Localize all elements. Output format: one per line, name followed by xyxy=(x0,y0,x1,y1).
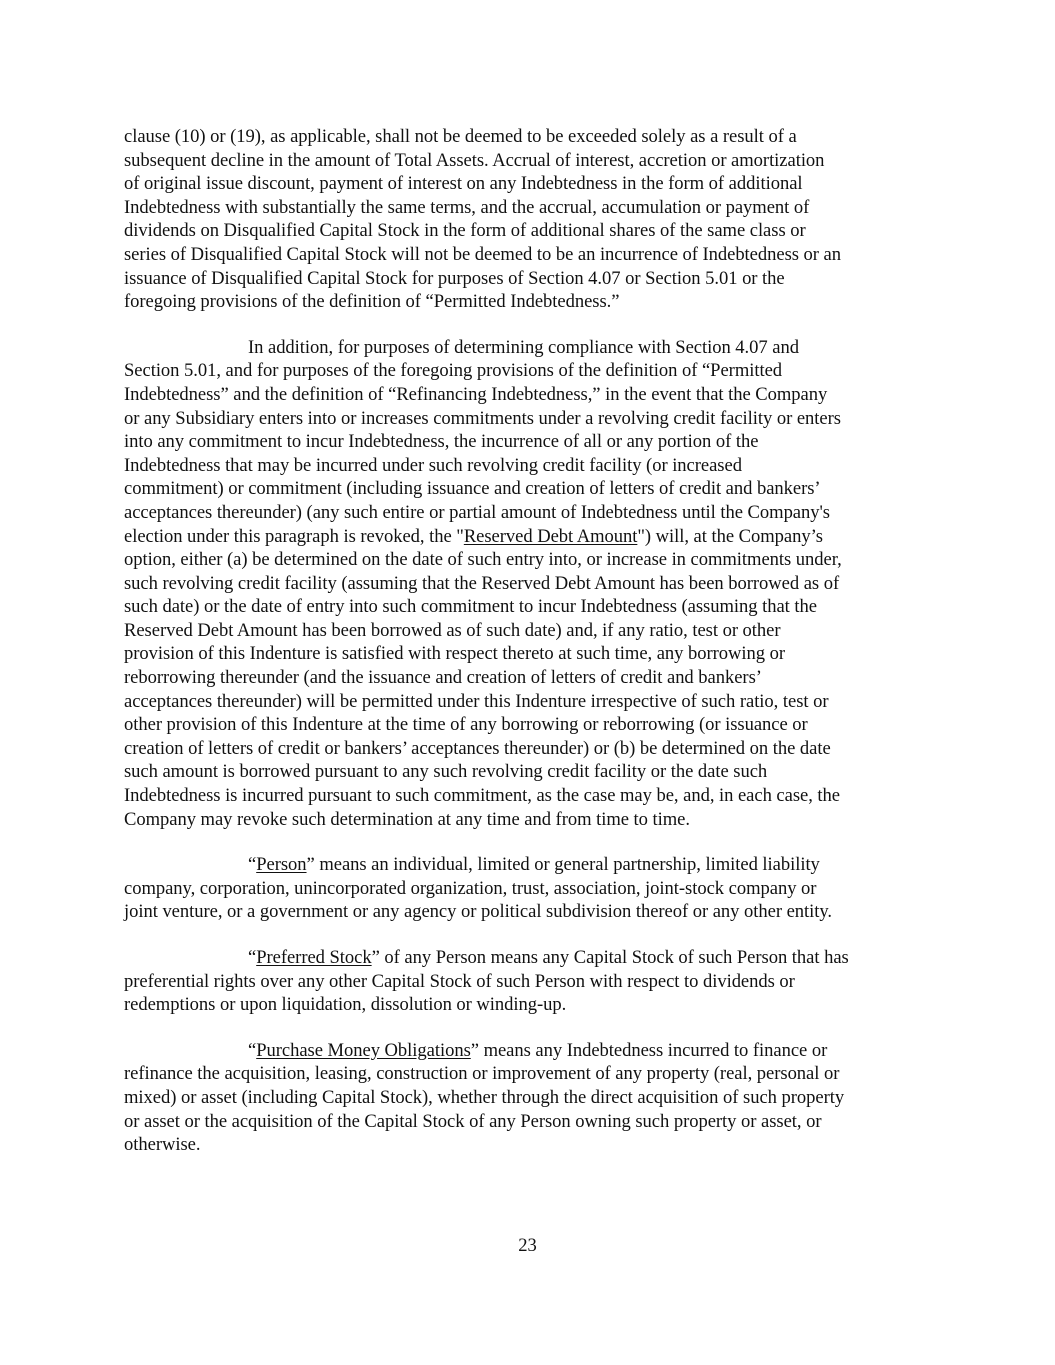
text-line: such amount is borrowed pursuant to any such revolving credit facility or the date such xyxy=(124,761,768,783)
text-line: of original issue discount, payment of interest on any Indebtedness in the form of additional xyxy=(124,173,803,195)
text-line: dividends on Disqualified Capital Stock in the form of additional shares of the same class or xyxy=(124,220,806,242)
text-line: provision of this Indenture is satisfied with respect thereto at such time, any borrowing or xyxy=(124,643,786,665)
text-line: such revolving credit facility (assuming that the Reserved Debt Amount has been borrowed as of xyxy=(124,572,840,594)
text-line: mixed) or asset (including Capital Stock), whether through the direct acquisition of such property xyxy=(124,1086,845,1108)
text-line: reborrowing thereunder (and the issuance and creation of letters of credit and bankers’ xyxy=(124,667,762,689)
text-line: Indebtedness with substantially the same terms, and the accrual, accumulation or payment of xyxy=(124,196,810,218)
text-line: refinance the acquisition, leasing, construction or improvement of any property (real, personal or xyxy=(124,1063,840,1085)
text-line: into any commitment to incur Indebtedness, the incurrence of all or any portion of the xyxy=(124,431,759,453)
text-line: commitment) or commitment (including issuance and creation of letters of credit and bankers’ xyxy=(124,478,821,500)
defined-term-person: Person xyxy=(256,854,307,876)
text-line: clause (10) or (19), as applicable, shall not be deemed to be exceeded solely as a result of a xyxy=(124,126,797,147)
text-line: Indebtedness is incurred pursuant to such commitment, as the case may be, and, in each case, the xyxy=(124,785,840,807)
defined-term-preferred-stock: Preferred Stock xyxy=(256,947,372,968)
text-line: Section 5.01, and for purposes of the foregoing provisions of the definition of “Permitted xyxy=(124,360,783,382)
text-line: subsequent decline in the amount of Total Assets. Accrual of interest, accretion or amortization xyxy=(124,149,825,171)
text-line: creation of letters of credit or bankers’ acceptances thereunder) or (b) be determined on the date xyxy=(124,737,831,759)
text-line: other provision of this Indenture at the time of any borrowing or reborrowing (or issuance or xyxy=(124,714,808,736)
text-line: Indebtedness that may be incurred under such revolving credit facility (or increased xyxy=(124,454,742,476)
paragraph-reserved-debt-amount xyxy=(124,336,934,831)
text-line: company, corporation, unincorporated organization, trust, association, joint-stock company or xyxy=(124,877,817,899)
text-line: acceptances thereunder) will be permitted under this Indenture irrespective of such ratio, test or xyxy=(124,690,829,712)
text-line: acceptances thereunder) (any such entire or partial amount of Indebtedness until the Company's xyxy=(124,501,830,523)
paragraph-definition-purchase-money-obligations xyxy=(124,1039,934,1157)
page-number: 23 xyxy=(518,1235,537,1256)
text-segment: ” of any Person means any Capital Stock of such Person that has xyxy=(371,947,849,968)
text-segment: election under this paragraph is revoked, the " xyxy=(124,525,464,547)
text-line: joint venture, or a government or any agency or political subdivision thereof or any other entity. xyxy=(124,901,833,923)
paragraph-clause-continuation xyxy=(124,125,934,314)
text-segment: ” means an individual, limited or general partnership, limited liability xyxy=(306,854,820,876)
document-page xyxy=(124,125,934,1179)
text-line xyxy=(124,946,934,970)
text-line: or any Subsidiary enters into or increases commitments under a revolving credit facility or enters xyxy=(124,407,841,429)
text-line: issuance of Disqualified Capital Stock for purposes of Section 4.07 or Section 5.01 or the xyxy=(124,267,785,289)
text-line: Company may revoke such determination at any time and from time to time. xyxy=(124,808,690,830)
text-line: or asset or the acquisition of the Capital Stock of any Person owning such property or asset, or xyxy=(124,1110,822,1132)
text-line: In addition, for purposes of determining compliance with Section 4.07 and xyxy=(248,336,799,358)
text-line: option, either (a) be determined on the date of such entry into, or increase in commitments under, xyxy=(124,549,842,571)
text-line: Indebtedness” and the definition of “Refinancing Indebtedness,” in the event that the Company xyxy=(124,383,828,405)
text-segment: “ xyxy=(248,854,257,876)
text-segment: ” means any Indebtedness incurred to finance or xyxy=(470,1039,828,1061)
text-line: otherwise. xyxy=(124,1134,201,1156)
text-line: Reserved Debt Amount has been borrowed as of such date) and, if any ratio, test or other xyxy=(124,619,781,641)
text-segment: “ xyxy=(248,1039,257,1061)
text-line: such date) or the date of entry into such commitment to incur Indebtedness (assuming that the xyxy=(124,596,817,618)
text-line xyxy=(124,853,934,877)
text-line xyxy=(124,1039,934,1063)
defined-term-reserved-debt-amount: Reserved Debt Amount xyxy=(463,525,638,547)
text-line xyxy=(124,525,934,549)
text-line: redemptions or upon liquidation, dissolution or winding-up. xyxy=(124,994,567,1016)
paragraph-definition-person xyxy=(124,853,934,924)
text-line: foregoing provisions of the definition of “Permitted Indebtedness.” xyxy=(124,291,620,313)
text-segment: ") will, at the Company’s xyxy=(637,525,823,547)
defined-term-purchase-money-obligations: Purchase Money Obligations xyxy=(256,1039,471,1061)
text-segment: “ xyxy=(248,947,257,968)
text-line: series of Disqualified Capital Stock will not be deemed to be an incurrence of Indebtedness or an xyxy=(124,243,841,265)
text-line: preferential rights over any other Capital Stock of such Person with respect to dividends or xyxy=(124,970,795,992)
paragraph-definition-preferred-stock xyxy=(124,946,934,1017)
